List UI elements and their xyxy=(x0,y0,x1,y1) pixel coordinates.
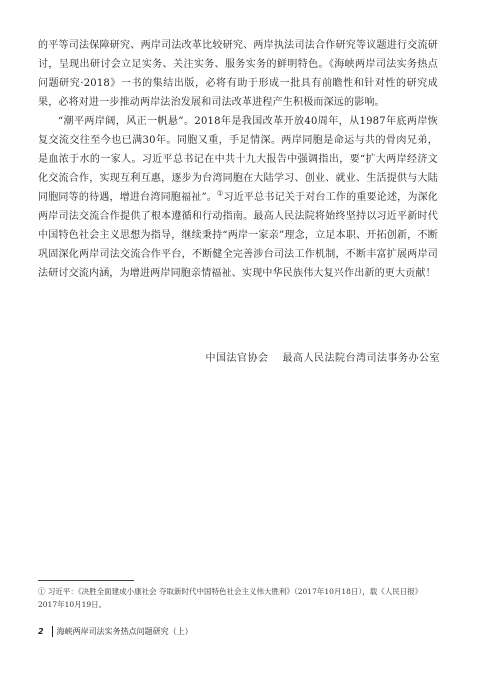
main-text xyxy=(38,36,438,283)
page-footer xyxy=(38,624,193,638)
paragraph-2-text: “潮平两岸阔，风正一帆悬”。2018年是我国改革开放40周年，从1987年底两岸恢复交流交往至今也已满30年。同胞又重，手足情深。两岸同胞是命运与共的骨肉兄弟，是血浓于水的一家人。习近平总书记在中共十九大报告中强调指出，要“扩大两岸经济文化交流合作，实现互利互惠，逐步为台湾同胞在大陆学习、创业、就业、生活提供与大陆同胞同等的待遇，增进台湾同胞福祉”。 xyxy=(38,116,438,203)
footnote: ① 习近平：《决胜全面建成小康社会 夺取新时代中国特色社会主义伟大胜利》（2017年10月18日），载《人民日报》2017年10月19日。 xyxy=(38,587,423,609)
page-number: 2 xyxy=(38,626,44,636)
running-title: 海峡两岸司法实务热点问题研究（上） xyxy=(56,626,193,636)
signature-block xyxy=(38,352,440,366)
paragraph-2 xyxy=(38,112,438,283)
footnote-reference[interactable]: ① xyxy=(217,189,224,198)
signature-org-2: 最高人民法院台湾司法事务办公室 xyxy=(282,353,440,364)
footer-divider xyxy=(52,626,53,637)
signature-org-1: 中国法官协会 xyxy=(205,353,269,364)
paragraph-1: 的平等司法保障研究、两岸司法改革比较研究、两岸执法司法合作研究等议题进行交流研讨，呈现出研讨会立足实务、关注实务、服务实务的鲜明特色。《海峡两岸司法实务热点问题研究·2018》一书的集结出版，必将有助于形成一批具有前瞻性和针对性的研究成果，必将对进一步推动两岸法治发展和司法改革进程产生积极而深远的影响。 xyxy=(38,40,438,108)
footnote-divider xyxy=(38,580,134,581)
paragraph-2-tail: 习近平总书记关于对台工作的重要论述，为深化两岸司法交流合作提供了根本遵循和行动指南。最高人民法院将始终坚持以习近平新时代中国特色社会主义思想为指导，继续秉持“两岸一家亲”理念，立足本职、开拓创新，不断巩固深化两岸司法交流合作平台，不断健全完善涉台司法工作机制，不断丰富扩展两岸司法研讨交流内涵，为增进两岸同胞亲情福祉、实现中华民族伟大复兴作出新的更大贡献！ xyxy=(38,192,439,279)
